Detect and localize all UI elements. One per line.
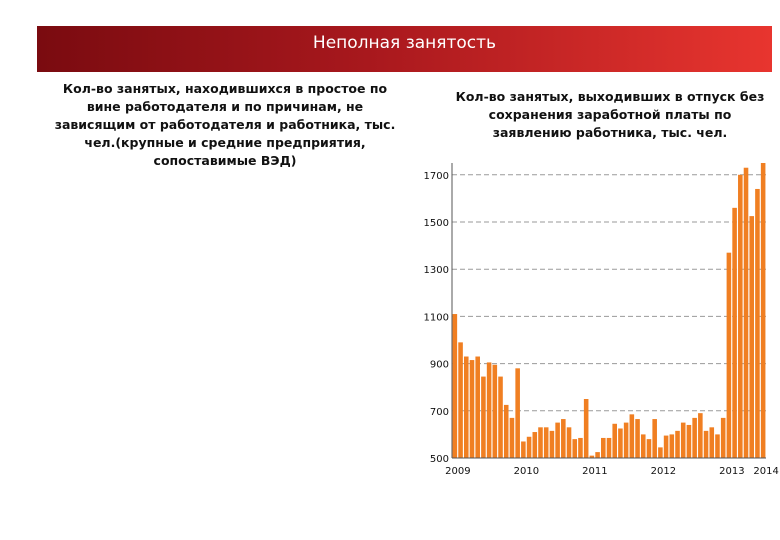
- x-tick-label: 2012: [650, 466, 677, 477]
- y-tick-label: 1700: [423, 170, 449, 182]
- y-tick-label: 1500: [423, 218, 449, 229]
- bar: [612, 424, 617, 458]
- bar: [475, 357, 480, 458]
- bar: [470, 360, 475, 458]
- bar: [698, 413, 703, 458]
- bar: [550, 431, 555, 458]
- y-tick-label: 1300: [423, 265, 449, 277]
- y-tick-label: 1100: [423, 312, 449, 324]
- bar: [744, 168, 749, 458]
- bar: [732, 208, 737, 458]
- bar: [544, 427, 549, 458]
- bar: [453, 314, 458, 458]
- bar: [738, 175, 743, 458]
- bar: [721, 418, 726, 458]
- bar: [504, 405, 509, 458]
- bar: [715, 434, 720, 458]
- bar: [681, 423, 686, 458]
- bar: [521, 441, 526, 458]
- bar: [670, 434, 675, 458]
- bar: [584, 399, 589, 458]
- bar: [709, 427, 714, 458]
- x-tick-label: 2014: [753, 466, 779, 477]
- bar: [607, 438, 612, 458]
- bar: [675, 431, 680, 458]
- bar: [647, 439, 652, 458]
- left-panel-title: Кол-во занятых, находившихся в простое по вине работодателя и по причинам, не зависящим от работодателя и работника, тыс. чел.(крупные и средние предприятия, сопоставимые ВЭД): [54, 81, 396, 168]
- bar: [578, 438, 583, 458]
- bar: [458, 342, 463, 458]
- bar: [498, 377, 503, 458]
- bar: [652, 419, 657, 458]
- bar: [624, 423, 629, 458]
- bar: [487, 362, 492, 458]
- page-title: Неполная занятость: [312, 33, 497, 53]
- bar: [527, 437, 532, 458]
- bar: [481, 377, 486, 458]
- bar: [635, 419, 640, 458]
- bar: [664, 436, 669, 458]
- bar: [749, 216, 754, 458]
- bar: [601, 438, 606, 458]
- bar: [618, 429, 623, 459]
- chart-bars: [453, 163, 766, 458]
- x-tick-label: 2009: [445, 466, 471, 477]
- bar: [533, 432, 538, 458]
- bar: [755, 189, 760, 458]
- bar: [493, 365, 498, 458]
- bar: [510, 418, 515, 458]
- x-tick-label: 2013: [719, 466, 745, 477]
- x-tick-label: 2010: [513, 466, 540, 477]
- bar: [515, 368, 520, 458]
- bar: [561, 419, 566, 458]
- y-tick-label: 700: [429, 406, 449, 418]
- bar: [595, 452, 600, 458]
- bar: [761, 163, 766, 458]
- bar: [692, 418, 697, 458]
- bar: [630, 414, 635, 458]
- bar: [658, 447, 663, 458]
- bar: [641, 434, 646, 458]
- bar: [538, 427, 543, 458]
- bar: [464, 357, 469, 458]
- bar: [567, 427, 572, 458]
- y-tick-label: 500: [429, 454, 449, 465]
- chart-title: Кол-во занятых, выходивших в отпуск без сохранения заработной платы по заявлению работника, тыс. чел.: [455, 89, 765, 140]
- bar: [704, 431, 709, 458]
- bar: [572, 439, 577, 458]
- y-tick-label: 900: [429, 359, 449, 371]
- bar: [555, 423, 560, 458]
- chart-gridlines: [452, 175, 766, 411]
- x-tick-label: 2011: [582, 466, 608, 477]
- bar: [727, 253, 732, 458]
- bar: [687, 425, 692, 458]
